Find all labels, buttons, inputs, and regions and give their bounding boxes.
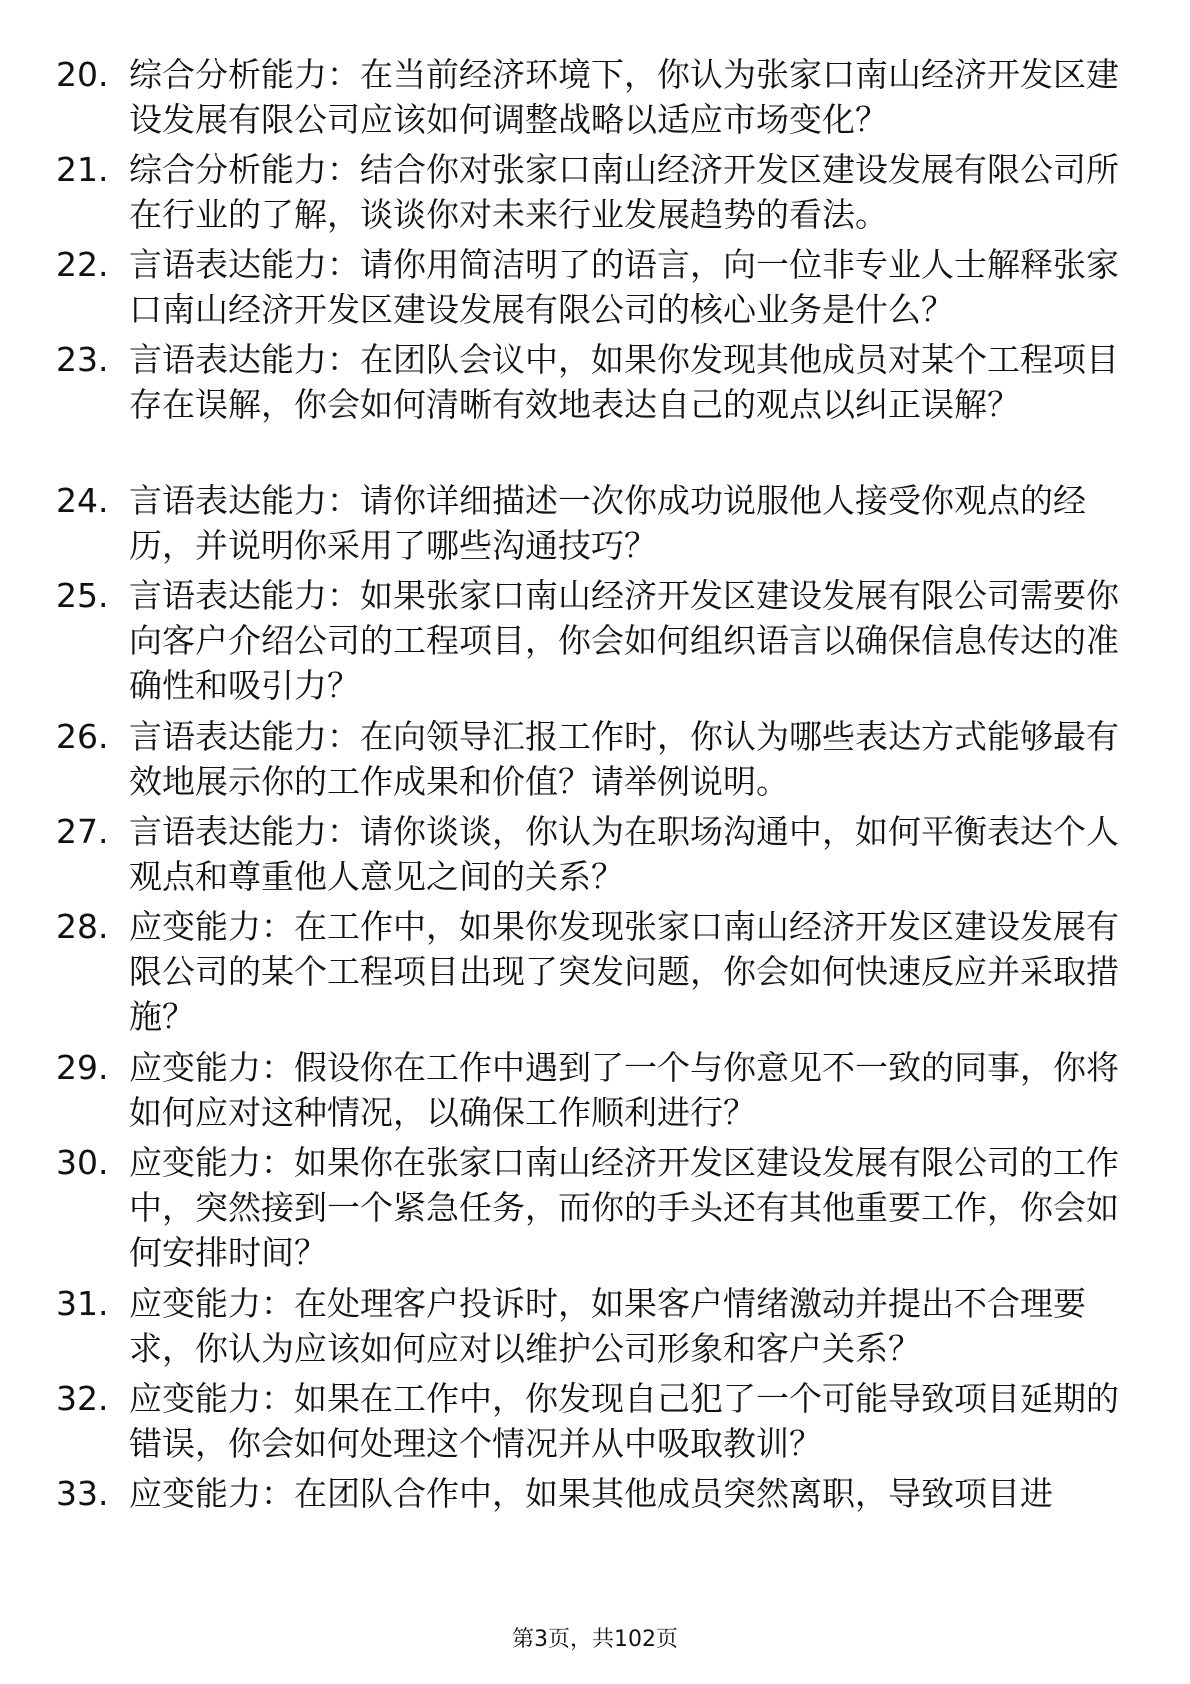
question-number: 21. <box>56 150 109 189</box>
question-number: 33. <box>56 1474 109 1513</box>
question-number: 31. <box>56 1284 109 1323</box>
question-number: 27. <box>56 812 109 851</box>
page-footer: 第3页，共102页 <box>512 1627 678 1652</box>
question-text: 综合分析能力：在当前经济环境下，你认为张家口南山经济开发区建设发展有限公司应该如何调整战略以适应市场变化？ <box>129 55 1119 139</box>
question-text: 言语表达能力：请你详细描述一次你成功说服他人接受你观点的经历，并说明你采用了哪些沟通技巧？ <box>129 481 1086 565</box>
question-number: 29. <box>56 1048 109 1087</box>
question-number: 24. <box>56 481 109 520</box>
question-text: 言语表达能力：在向领导汇报工作时，你认为哪些表达方式能够最有效地展示你的工作成果和价值？请举例说明。 <box>129 717 1119 801</box>
question-text: 应变能力：如果在工作中，你发现自己犯了一个可能导致项目延期的错误，你会如何处理这个情况并从中吸取教训？ <box>129 1379 1119 1463</box>
question-text: 言语表达能力：在团队会议中，如果你发现其他成员对某个工程项目存在误解，你会如何清晰有效地表达自己的观点以纠正误解？ <box>129 340 1119 424</box>
question-text: 应变能力：假设你在工作中遇到了一个与你意见不一致的同事，你将如何应对这种情况，以确保工作顺利进行？ <box>129 1048 1119 1132</box>
question-number: 20. <box>56 55 109 94</box>
question-number: 28. <box>56 907 109 946</box>
question-number: 32. <box>56 1379 109 1418</box>
question-text: 应变能力：如果你在张家口南山经济开发区建设发展有限公司的工作中，突然接到一个紧急任务，而你的手头还有其他重要工作，你会如何安排时间？ <box>129 1143 1119 1272</box>
question-text: 应变能力：在团队合作中，如果其他成员突然离职，导致项目进 <box>129 1474 1053 1513</box>
question-text: 言语表达能力：请你用简洁明了的语言，向一位非专业人士解释张家口南山经济开发区建设发展有限公司的核心业务是什么？ <box>129 245 1119 329</box>
question-text: 言语表达能力：请你谈谈，你认为在职场沟通中，如何平衡表达个人观点和尊重他人意见之间的关系？ <box>129 812 1119 896</box>
question-number: 30. <box>56 1143 109 1182</box>
question-number: 22. <box>56 245 109 284</box>
question-text: 应变能力：在工作中，如果你发现张家口南山经济开发区建设发展有限公司的某个工程项目出现了突发问题，你会如何快速反应并采取措施？ <box>129 907 1119 1036</box>
question-number: 25. <box>56 576 109 615</box>
question-text: 应变能力：在处理客户投诉时，如果客户情绪激动并提出不合理要求，你认为应该如何应对以维护公司形象和客户关系？ <box>129 1284 1086 1368</box>
question-text: 综合分析能力：结合你对张家口南山经济开发区建设发展有限公司所在行业的了解，谈谈你对未来行业发展趋势的看法。 <box>129 150 1119 234</box>
question-number: 23. <box>56 340 109 379</box>
question-text: 言语表达能力：如果张家口南山经济开发区建设发展有限公司需要你向客户介绍公司的工程项目，你会如何组织语言以确保信息传达的准确性和吸引力？ <box>129 576 1119 705</box>
question-number: 26. <box>56 717 109 756</box>
